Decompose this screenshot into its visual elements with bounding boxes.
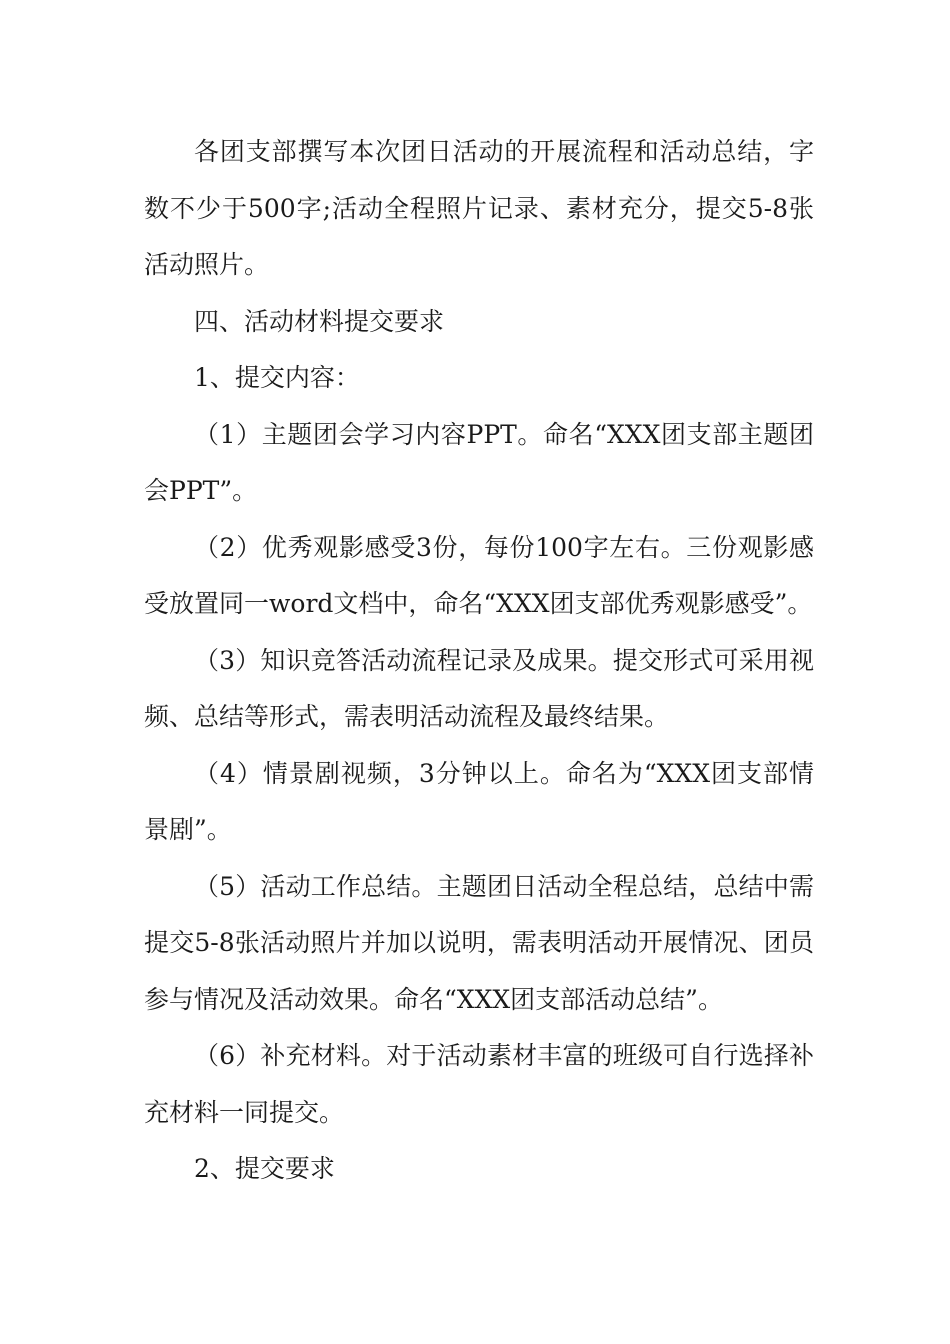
- list-item-1-ppt: （1）主题团会学习内容PPT。命名“XXX团支部主题团会PPT”。: [144, 419, 814, 505]
- subheading-submission-requirements: 2、提交要求: [194, 1154, 335, 1183]
- list-item-6-supplementary: （6）补充材料。对于活动素材丰富的班级可自行选择补充材料一同提交。: [144, 1041, 814, 1127]
- section-heading-submission: 四、活动材料提交要求: [194, 306, 445, 336]
- list-item-4-skit: （4）情景剧视频，3分钟以上。命名为“XXX团支部情景剧”。: [144, 758, 814, 844]
- paragraph-summary-requirement: 各团支部撰写本次团日活动的开展流程和活动总结，字数不少于500字;活动全程照片记录、素材充分，提交5-8张活动照片。: [144, 137, 814, 279]
- document-body: [144, 124, 814, 1198]
- list-item-5-work-summary: （5）活动工作总结。主题团日活动全程总结，总结中需提交5-8张活动照片并加以说明，需表明活动开展情况、团员参与情况及活动效果。命名“XXX团支部活动总结”。: [144, 871, 814, 1014]
- list-item-2-film-review: （2）优秀观影感受3份，每份100字左右。三份观影感受放置同一word文档中，命名“XXX团支部优秀观影感受”。: [144, 532, 814, 618]
- subheading-submission-content: 1、提交内容：: [194, 363, 360, 392]
- list-item-3-quiz: （3）知识竞答活动流程记录及成果。提交形式可采用视频、总结等形式，需表明活动流程及最终结果。: [144, 645, 814, 731]
